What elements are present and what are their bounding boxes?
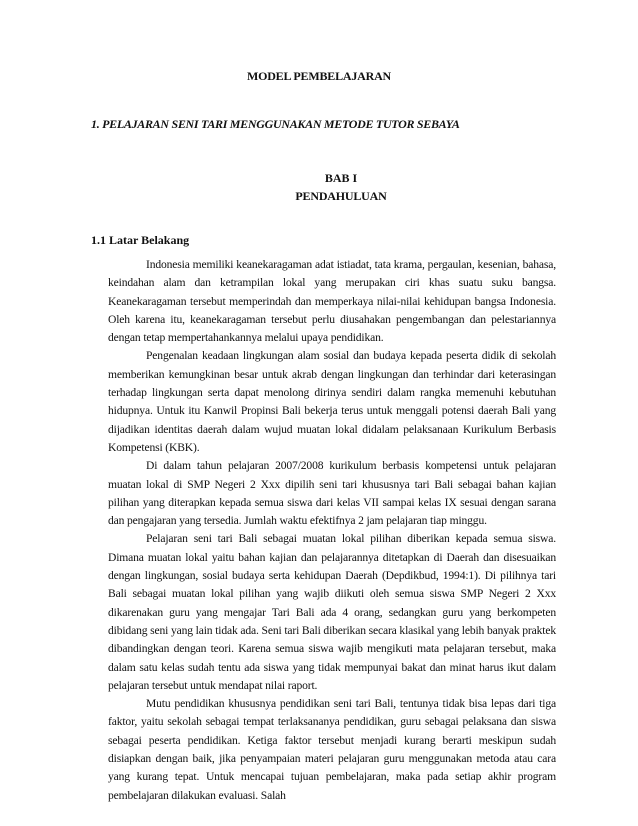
paragraph: Di dalam tahun pelajaran 2007/2008 kurikulum berbasis kompetensi untuk pelajaran muatan lokal di SMP Negeri 2 Xxx dipilih seni tari khususnya tari Bali sebagai bahan kajian pilihan yang diterapkan kepada semua siswa dari kelas VII sampai kelas IX sesuai dengan sarana dan pengajaran yang tersedia. Jumlah waktu efektifnya 2 jam pelajaran tiap minggu.: [108, 459, 556, 528]
paragraph: Indonesia memiliki keanekaragaman adat istiadat, tata krama, pergaulan, kesenian, bahasa, keindahan alam dan ketrampilan lokal yang merupakan ciri khas suatu suku bangsa. Keanekaragaman tersebut memperindah dan memperkaya nilai-nilai kehidupan bangsa Indonesia. Oleh karena itu, keanekaragaman tersebut perlu diusahakan pengembangan dan pelestariannya dengan tetap mempertahankannya melalui upaya pendidikan.: [108, 258, 556, 345]
chapter-number: BAB I: [324, 171, 358, 185]
chapter-title: PENDAHULUAN: [295, 189, 387, 203]
document-title: MODEL PEMBELAJARAN: [246, 69, 392, 83]
paragraph: Mutu pendidikan khususnya pendidikan seni tari Bali, tentunya tidak bisa lepas dari tiga faktor, yaitu sekolah sebagai tempat terlaksananya pendidikan, guru sebagai pelaksana dan siswa sebagai peserta pendidikan. Ketiga faktor tersebut menjadi kurang berarti meskipun sudah disiapkan dengan baik, jika penyampaian materi pelajaran guru menggunakan metoda atau cara yang kurang tepat. Untuk mencapai tujuan pembelajaran, maka pada setiap akhir program pembelajaran dilakukan evaluasi. Salah: [108, 697, 556, 802]
paragraph: Pelajaran seni tari Bali sebagai muatan lokal pilihan diberikan kepada semua siswa. Dimana muatan lokal yaitu bahan kajian dan pelajarannya ditetapkan di Daerah dan disesuaikan dengan lingkungan, sosial budaya serta kehidupan Daerah (Depdikbud, 1994:1). Di pilihnya tari Bali sebagai muatan lokal pilihan yang wajib diikuti oleh semua siswa SMP Negeri 2 Xxx dikarenakan guru yang mengajar Tari Bali ada 4 orang, sedangkan guru yang berkompeten dibidang seni yang lain tidak ada. Seni tari Bali diberikan secara klasikal yang lebih banyak praktek dibandingkan dengan teori. Karena semua siswa wajib mengikuti mata pelajaran tersebut, maka dalam satu kelas sudah tentu ada siswa yang tidak mempunyai bakat dan minat harus ikut dalam pelajaran tersebut untuk mendapat nilai raport.: [108, 532, 556, 692]
paragraph: Pengenalan keadaan lingkungan alam sosial dan budaya kepada peserta didik di sekolah memberikan kemungkinan besar untuk akrab dengan lingkungan dan terhindar dari keterasingan terhadap lingkungan serta dapat menolong dirinya sendiri dalam rangka memenuhi kebutuhan hidupnya. Untuk itu Kanwil Propinsi Bali bekerja terus untuk menggali potensi daerah Bali yang dijadikan identitas daerah dalam wujud muatan lokal didalam pelaksanaan Kurikulum Berbasis Kompetensi (KBK).: [108, 349, 556, 454]
section-heading: 1. PELAJARAN SENI TARI MENGGUNAKAN METODE TUTOR SEBAYA: [91, 117, 460, 131]
subsection-heading: 1.1 Latar Belakang: [91, 233, 190, 247]
body-text: [108, 256, 556, 805]
